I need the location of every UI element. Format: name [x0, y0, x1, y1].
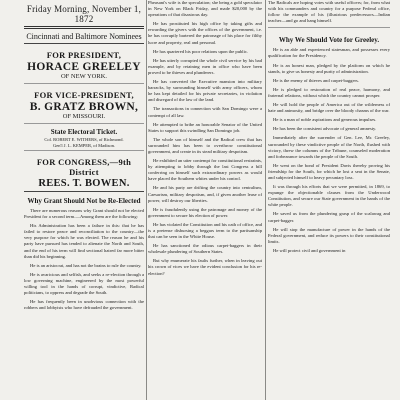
article-paragraph: He and his party are drifting the country into centralism, Caesarism, military despotism, and, if given another lease of power, will destroy our liberties.: [148, 185, 262, 203]
article-paragraph: Pheasant's wife is the speculation; she being a gold speculator in New York on Black Friday, and made $20,000 by the operations of that disastrous day.: [148, 0, 262, 18]
article-paragraph: He is a man of noble aspirations and generous impulses.: [273, 117, 377, 123]
divider: [268, 27, 390, 28]
divider: [24, 26, 144, 29]
vp-name: B. GRATZ BROWN,: [29, 101, 139, 113]
article-paragraph: He is avaricious and selfish, and seeks a re-election through a low governing machine, engineered by the most powerful willing tool in the hands of corrupt, vindictive, Radical politicians, to oppress and degrade the South.: [24, 271, 144, 296]
article-paragraph: The whole son of himself and the Radical crew that has surrounded him has been to overthrow constitutional government, and create in its stead military despotism.: [148, 136, 262, 154]
article-paragraph: He has utterly corrupted the whole civil service by his bad example, and by retaining men in office who have been proved to be thieves and plunderers.: [148, 57, 262, 75]
divider: [24, 191, 144, 192]
divider: [24, 43, 144, 44]
article-paragraph: He has frequently been in unobvious connection with the robbers and lobbyists who have defrauded the government.: [24, 299, 144, 311]
electoral-ticket-title: State Electoral Ticket.: [50, 128, 118, 136]
article-paragraph: The transactions in connection with San Domingo were a contempt of all law.: [148, 106, 262, 118]
article-paragraph: He is an able and experienced statesman, and possesses every qualification for the Presidency.: [268, 47, 390, 59]
article-paragraph: He exhibited an utter contempt for constitutional restraints, by attempting to lobby through the last Congress a bill conferring on himself such extraordinary powers as would have placed the Southern whites under his control.: [148, 158, 262, 182]
article-paragraph: He has converted the Executive mansion into military barracks, by surrounding himself with army officers, whom he has kept detailed for his private secretaries, in violation and disregard of the law of the land.: [148, 79, 262, 103]
article-paragraph: There are numerous reasons why Grant should not be elected President for a second term.—Among them are the following:: [24, 208, 144, 220]
vp-label: FOR VICE-PRESIDENT,: [34, 90, 134, 100]
article-paragraph: He will protect civil and government in: [273, 247, 346, 253]
president-label: FOR PRESIDENT,: [46, 50, 122, 60]
article-title: Why Grant Should Not be Re-Elected: [27, 197, 141, 205]
right-column: [268, 0, 390, 400]
column-rule: [265, 0, 266, 400]
article-paragraph: He saved us from the plundering grasp of the scalawag and carpet-bagger.: [268, 211, 390, 223]
elector-line: Col. ROBERT E. WITHERS, of Richmond.: [44, 137, 124, 142]
dateline: Friday Morning, November 1, 1872: [26, 4, 142, 24]
divider: [24, 123, 144, 124]
article-paragraph: He is the enemy of thieves and carpet-baggers.: [273, 77, 359, 83]
article-paragraph: He has prostituted his high office by taking gifts and rewarding the givers with the offices of the government, i.e. he has corruptly bartered the patronage of his place for filthy lucre and property, real and personal.: [148, 21, 262, 45]
article-paragraph: He will stop the manufacture of power in the hands of the Federal government, and reduce its powers to their constitutional limits.: [268, 226, 390, 244]
president-state: OF NEW YORK.: [60, 73, 108, 80]
article-paragraph: But why enumerate his faults further, when in leaving out his crown of vices we have the evident conclusion for his re-election?: [148, 258, 262, 276]
congress-name: REES. T. BOWEN.: [38, 178, 130, 189]
article-paragraph: It was through his efforts that we were permitted, in 1869, to expunge the objectionable clauses from the Underwood Constitution, and secure our State government in the hands of the white people.: [268, 184, 390, 208]
article-paragraph: He is pledged to restoration of real peace, harmony, and fraternal relations, without which the country cannot prosper.: [268, 86, 390, 98]
article-paragraph: He is fraudulently using the patronage and money of the government to secure his election of power.: [148, 206, 262, 218]
column-rule: [146, 0, 147, 400]
article-paragraph: The Radicals are hoping votes with useful officers; for, from what with his commanders and country for a purpose Federal office, follow the example of his (illustrious predecessors—Indian teacher—and go and hang himself.: [268, 0, 390, 24]
president-name: HORACE GREELEY: [27, 61, 141, 73]
article-paragraph: He has sanctioned the odious carpet-baggers in their wholesale plundering of Southern States.: [148, 243, 262, 255]
divider: [24, 150, 144, 151]
middle-column: [148, 0, 262, 400]
article-paragraph: His Administration has been a failure in this: that he has failed to restore peace and reconciliation to the country—the very purpose for which he was elected. The reason he and his party have pursued has tended to alienate the North and South, and the end of his term will find sectional hatred far more bitter than did his beginning.: [24, 223, 144, 259]
article-paragraph: Immediately after the surrender of Gen. Lee, Mr. Greeley, surrounded by these vindictive people of the North, flushed with victory, threw the columns of the Tribune, counseled moderation and forbearance towards the people of the South.: [268, 135, 390, 159]
article-paragraph: He has violated the Constitution and his oath of office, and is a pretense disbursing a beggars term to the partisanship that can be seen in the White House.: [148, 221, 262, 240]
nominees-banner: Cincinnati and Baltimore Nominees: [26, 32, 142, 41]
article-paragraph: He is an honest man, pledged by the platform on which he stands, to give us honesty and purity of administration.: [268, 62, 390, 74]
elector-line: Gen'l J. L. KEMPER, of Madison.: [53, 143, 115, 148]
left-column: [24, 0, 144, 400]
article-paragraph: He has quartered his poor relations upon the public.: [153, 48, 249, 54]
article-title: Why We Should Vote for Greeley.: [278, 36, 380, 45]
article-paragraph: He went on the bond of President Davis thereby proving his friendship for the South, for which he lost a seat in the Senate, and subjected himself to heavy pecuniary loss.: [268, 162, 390, 180]
vp-state: OF MISSOURI.: [62, 113, 106, 120]
article-paragraph: He is an aristocrat, and has not the brains to rule the country.: [30, 262, 142, 268]
article-paragraph: He attempted to bribe an honorable Senator of the United States to support this swindling San Domingo job.: [148, 121, 262, 133]
article-paragraph: He has been the consistent advocate of general amnesty.: [273, 126, 377, 132]
divider: [24, 83, 144, 84]
article-paragraph: He will hold the people of America out of the wilderness of hate and animosity, and bridge over the bloody chasms of the war.: [268, 102, 390, 114]
congress-label: FOR CONGRESS,—9th District: [36, 157, 132, 177]
